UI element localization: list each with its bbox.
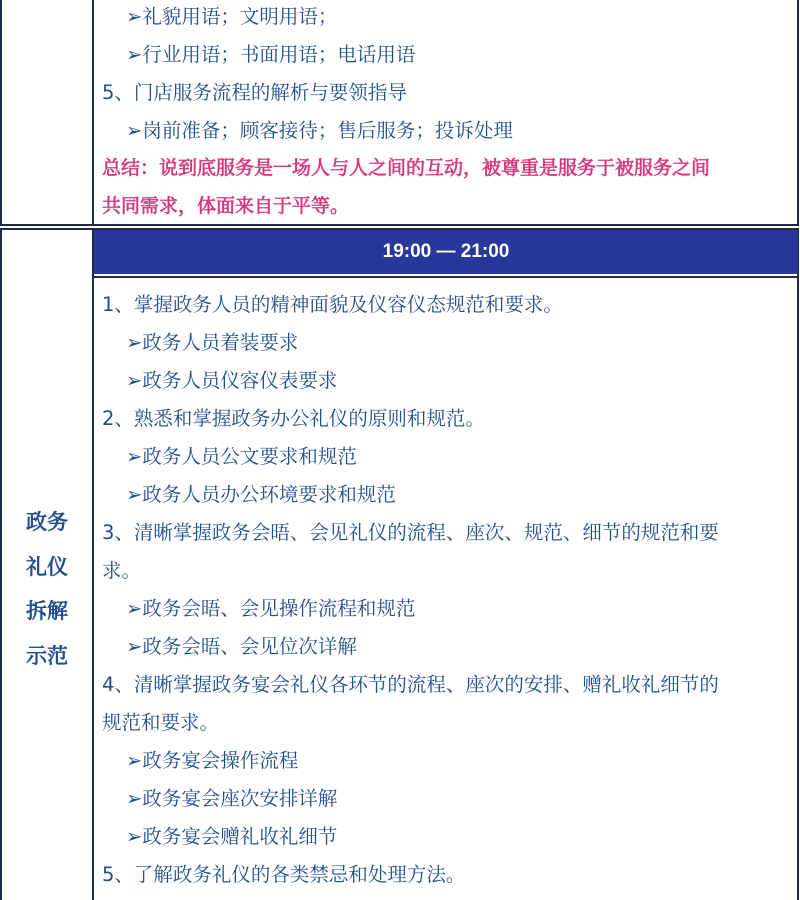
list-item: 5、门店服务流程的解析与要领指导 [102,81,407,104]
session-category-label [2,500,92,678]
list-item: 5、了解政务礼仪的各类禁忌和处理方法。 [102,863,466,886]
list-item: 2、熟悉和掌握政务办公礼仪的原则和规范。 [102,407,485,430]
list-item: ➢岗前准备；顾客接待；售后服务；投诉处理 [126,119,513,142]
top-left-border [0,0,2,226]
side-label-line: 政务 [26,510,68,534]
list-item: ➢政务人员办公环境要求和规范 [126,483,396,506]
time-header [94,230,798,274]
section-right-border [797,228,799,900]
list-item: 求。 [102,559,142,582]
list-item: 1、掌握政务人员的精神面貌及仪容仪态规范和要求。 [102,293,563,316]
time-header-label: 19:00 — 21:00 [382,241,510,262]
side-label-line: 拆解 [26,599,68,623]
list-item: ➢礼貌用语；文明用语； [126,5,338,28]
side-label-line: 示范 [26,643,68,668]
list-item: ➢政务会晤、会见位次详解 [126,635,357,658]
list-item: ➢政务人员仪容仪表要求 [126,369,338,392]
section-divider-border [92,228,94,900]
list-item: ➢行业用语；书面用语；电话用语 [126,43,416,66]
list-item: ➢政务宴会操作流程 [126,749,299,772]
list-item: ➢政务宴会赠礼收礼细节 [126,825,338,848]
list-item: ➢政务会晤、会见操作流程和规范 [126,597,416,620]
list-item: 4、清晰掌握政务宴会礼仪各环节的流程、座次的安排、赠礼收礼细节的 [102,673,719,696]
top-right-border [797,0,799,226]
summary-line-2: 共同需求，体面来自于平等。 [102,195,350,217]
top-divider-border [92,0,94,226]
list-item: ➢政务人员公文要求和规范 [126,445,357,468]
side-label-line: 礼仪 [26,554,68,579]
header-bottom-border [94,276,798,278]
list-item: ➢政务宴会座次安排详解 [126,787,338,810]
summary-line-1: 总结：说到底服务是一场人与人之间的互动，被尊重是服务于被服务之间 [102,157,711,179]
list-item: ➢政务人员着装要求 [126,331,299,354]
summary-text [102,149,792,225]
list-item: 规范和要求。 [102,711,220,734]
list-item: 3、清晰掌握政务会晤、会见礼仪的流程、座次、规范、细节的规范和要 [102,521,719,544]
